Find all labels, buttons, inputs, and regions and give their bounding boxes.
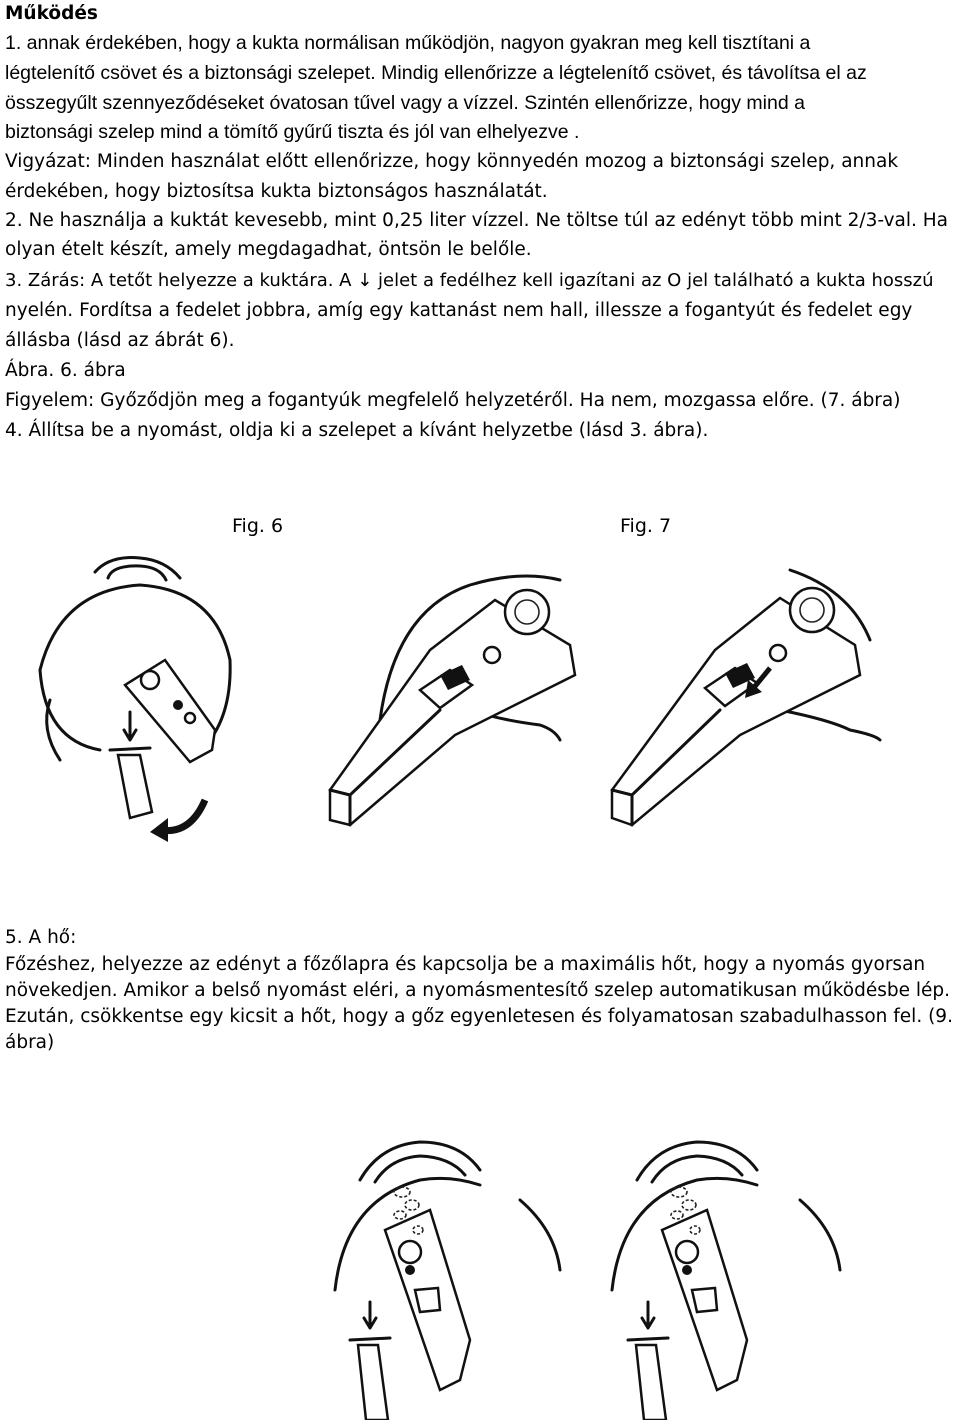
text-line: ábra) [5, 1032, 55, 1053]
text-line: 3. Zárás: A tetőt helyezze a kuktára. A ↓ jelet a fedélhez kell igazítani az O jel található a kukta hosszú [5, 270, 934, 291]
text-line: nyelén. Fordítsa a fedelet jobbra, amíg egy kattanást nem hall, illessze a fogantyút és fedelet egy [5, 300, 913, 321]
text-line: Ábra. 6. ábra [5, 360, 126, 381]
text-line: Vigyázat: Minden használat előtt ellenőrizze, hogy könnyedén mozog a biztonsági szelep, annak [5, 151, 899, 172]
text-line: összegyűlt szennyeződéseket óvatosan tűvel vagy a vízzel. Szintén ellenőrizze, hogy mind a [5, 92, 805, 114]
figure-6-7-illustration [0, 550, 960, 860]
text-line: Figyelem: Győződjön meg a fogantyúk megfelelő helyzetéről. Ha nem, mozgassa előre. (7. ábra) [5, 390, 901, 411]
text-line: biztonsági szelep mind a tömítő gyűrű tiszta és jól van elhelyezve . [5, 121, 580, 143]
text-line: növekedjen. Amikor a belső nyomást eléri, a nyomásmentesítő szelep automatikusan működésbe lép. [5, 980, 951, 1001]
text-line: 2. Ne használja a kuktát kevesebb, mint 0,25 liter vízzel. Ne töltse túl az edényt több mint 2/3-val. Ha [5, 210, 949, 231]
text-line: állásba (lásd az ábrát 6). [5, 330, 235, 351]
figure-9-illustration [0, 1140, 960, 1420]
text-line: Főzéshez, helyezze az edényt a főzőlapra és kapcsolja be a maximális hőt, hogy a nyomás gyorsan [5, 954, 926, 975]
text-line: érdekében, hogy biztosítsa kukta biztonságos használatát. [5, 181, 548, 202]
text-line: Ezután, csökkentse egy kicsit a hőt, hogy a gőz egyenletesen és folyamatosan szabadulhasson fel. (9. [5, 1006, 953, 1027]
pot-lid-turning-image [40, 558, 230, 842]
pot-left-steam-image [335, 1142, 560, 1420]
pot-handle-fig7-image [612, 570, 880, 825]
pot-right-steam-image [612, 1142, 840, 1420]
text-line: 1. annak érdekében, hogy a kukta normálisan működjön, nagyon gyakran meg kell tisztítani a [5, 32, 811, 54]
text-line: 4. Állítsa be a nyomást, oldja ki a szelepet a kívánt helyzetbe (lásd 3. ábra). [5, 420, 709, 441]
text-line: olyan ételt készít, amely megdagadhat, öntsön le belőle. [5, 239, 532, 260]
section-title: Működés [5, 3, 98, 24]
text-line: légtelenítő csövet és a biztonsági szelepet. Mindig ellenőrizze a légtelenítő csövet, és távolítsa el az [5, 62, 867, 84]
fig7-label: Fig. 7 [620, 515, 672, 537]
pot-handle-fig6-image [330, 576, 575, 825]
section-heading: 5. A hő: [5, 927, 77, 948]
fig6-label: Fig. 6 [232, 515, 284, 537]
